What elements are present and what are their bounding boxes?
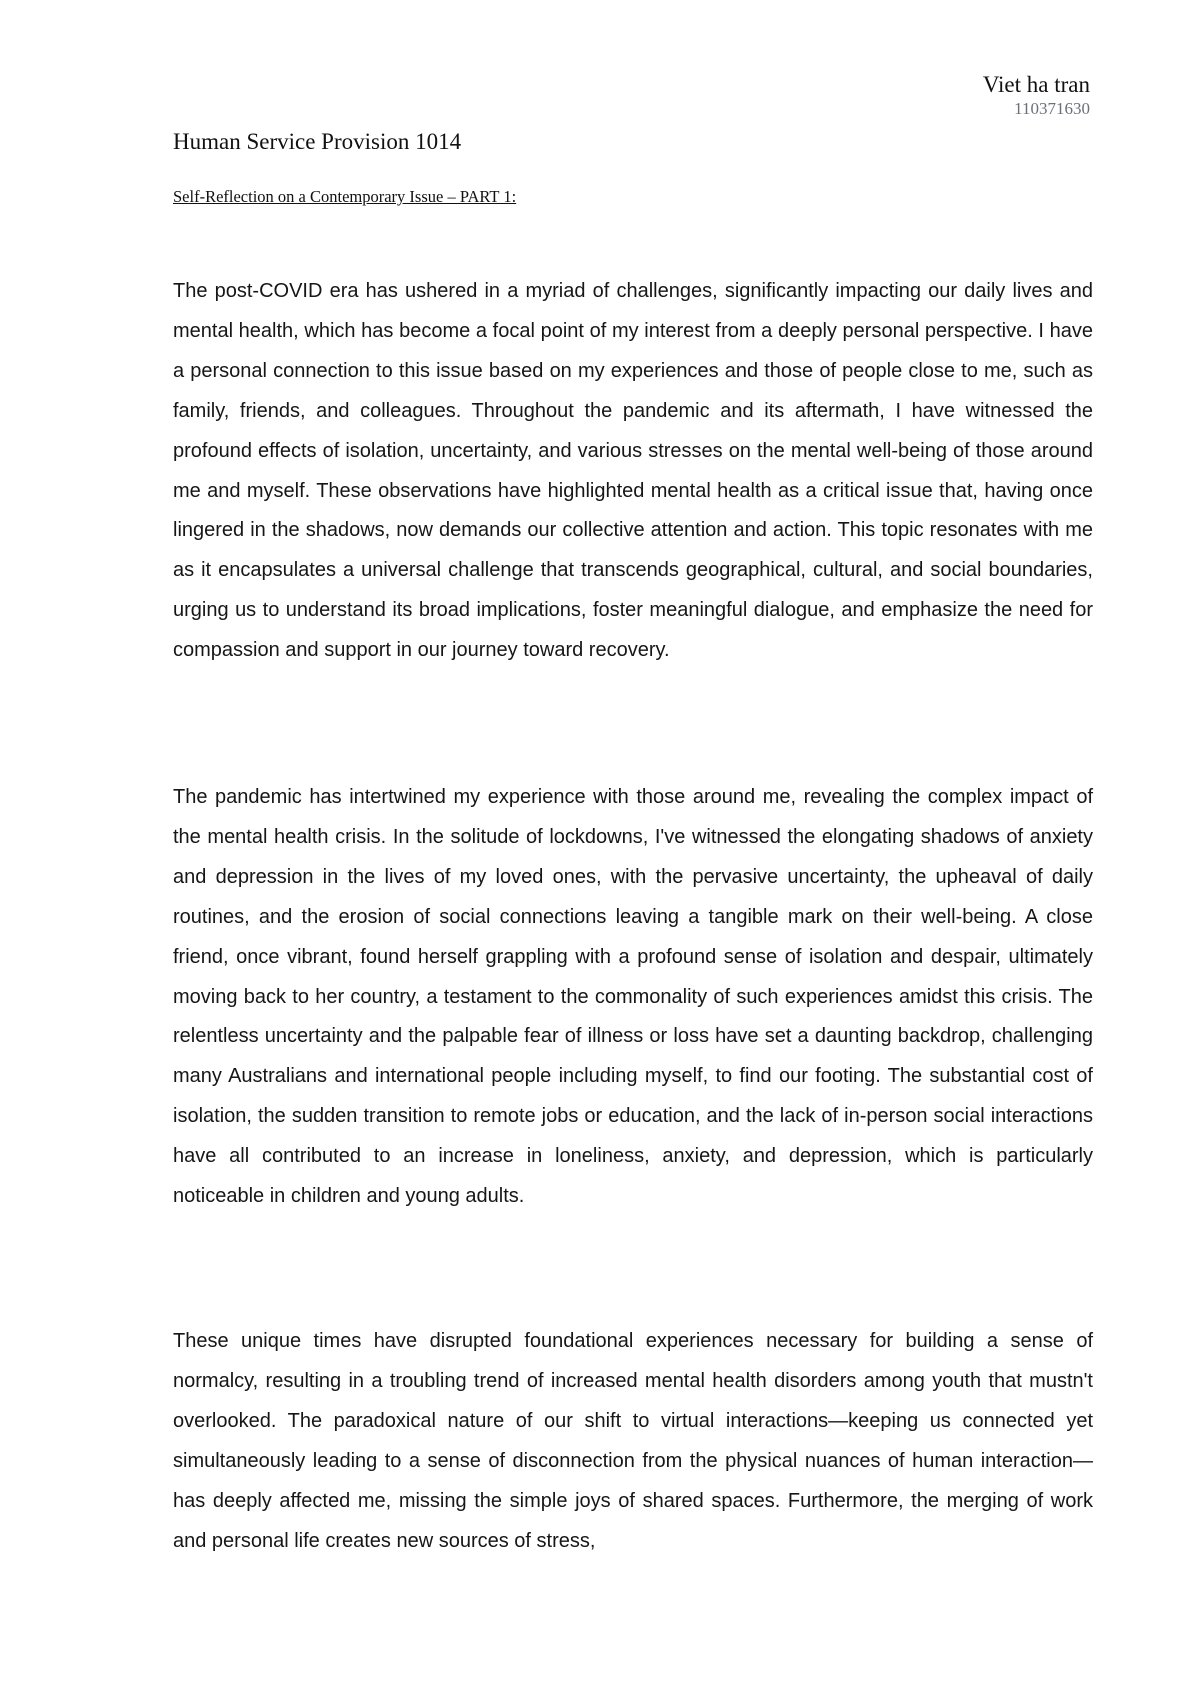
student-id: 110371630: [1014, 99, 1090, 118]
author-block: [983, 72, 1090, 119]
body-paragraph-1: The post-COVID era has ushered in a myriad of challenges, significantly impacting our daily lives and mental health, which has become a focal point of my interest from a deeply personal perspective. I have a personal connection to this issue based on my experiences and those of people close to me, such as family, friends, and colleagues. Throughout the pandemic and its aftermath, I have witnessed the profound effects of isolation, uncertainty, and various stresses on the mental well-being of those around me and myself. These observations have highlighted mental health as a critical issue that, having once lingered in the shadows, now demands our collective attention and action. This topic resonates with me as it encapsulates a universal challenge that transcends geographical, cultural, and social boundaries, urging us to understand its broad implications, foster meaningful dialogue, and emphasize the need for compassion and support in our journey toward recovery.: [173, 280, 1093, 662]
course-title: Human Service Provision 1014: [173, 129, 462, 154]
body-paragraph-2: The pandemic has intertwined my experience with those around me, revealing the complex impact of the mental health crisis. In the solitude of lockdowns, I've witnessed the elongating shadows of anxiety and depression in the lives of my loved ones, with the pervasive uncertainty, the upheaval of daily routines, and the erosion of social connections leaving a tangible mark on their well-being. A close friend, once vibrant, found herself grappling with a profound sense of isolation and despair, ultimately moving back to her country, a testament to the commonality of such experiences amidst this crisis. The relentless uncertainty and the palpable fear of illness or loss have set a daunting backdrop, challenging many Australians and international people including myself, to find our footing. The substantial cost of isolation, the sudden transition to remote jobs or education, and the lack of in-person social interactions have all contributed to an increase in loneliness, anxiety, and depression, which is particularly noticeable in children and young adults.: [173, 786, 1093, 1208]
author-name: Viet ha tran: [982, 72, 1090, 97]
body-paragraph-3: These unique times have disrupted foundational experiences necessary for building a sense of normalcy, resulting in a troubling trend of increased mental health disorders among youth that mustn't overlooked. The paradoxical nature of our shift to virtual interactions—keeping us connected yet simultaneously leading to a sense of disconnection from the physical nuances of human interaction—has deeply affected me, missing the simple joys of shared spaces. Furthermore, the merging of work and personal life creates new sources of stress,: [173, 1330, 1093, 1552]
assignment-subtitle: Self-Reflection on a Contemporary Issue – PART 1:: [173, 187, 517, 206]
